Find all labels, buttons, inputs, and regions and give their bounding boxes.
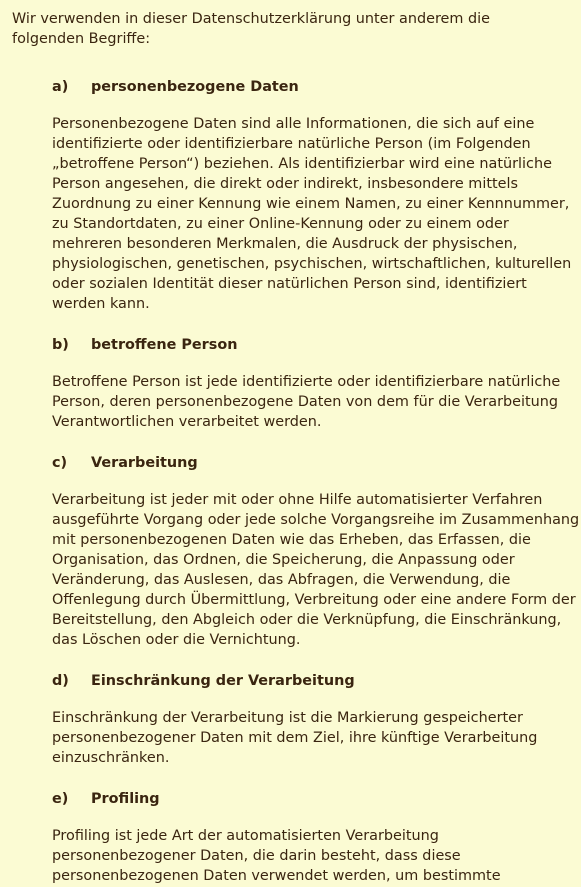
definition-heading bbox=[52, 335, 580, 355]
definition-heading bbox=[52, 789, 580, 809]
definition-letter: e) bbox=[52, 791, 69, 807]
definition-section-d bbox=[52, 671, 580, 768]
definition-section-a bbox=[52, 77, 580, 314]
definition-section-e bbox=[52, 789, 580, 886]
definition-text: Verarbeitung ist jeder mit oder ohne Hilfe automatisierter Verfahren ausgeführte Vorgang oder jede solche Vorgangsreihe im Zusammenhang mit personenbezogenen Daten wie das Erheben, das Erfassen, die Organisation, das Ordnen, die Speicherung, die Anpassung oder Veränderung, das Auslesen, das Abfragen, die Verwendung, die Offenlegung durch Übermittlung, Verbreitung oder eine andere Form der Bereitstellung, den Abgleich oder die Verknüpfung, die Einschränkung, das Löschen oder die Vernichtung. bbox=[52, 492, 580, 648]
definition-section-b bbox=[52, 335, 580, 432]
definition-letter: c) bbox=[52, 455, 68, 471]
definition-text: Betroffene Person ist jede identifizierte oder identifizierbare natürliche Person, deren personenbezogene Daten von dem für die Verarbeitung Verantwortlichen verarbeitet werden. bbox=[52, 374, 561, 430]
definition-heading bbox=[52, 671, 580, 691]
definition-heading bbox=[52, 77, 580, 97]
definition-text: Personenbezogene Daten sind alle Informationen, die sich auf eine identifizierte oder identifizierbare natürliche Person (im Folgenden „betroffene Person“) beziehen. Als identifizierbar wird eine natürliche Person angesehen, die direkt oder indirekt, insbesondere mittels Zuordnung zu einer Kennung wie einem Namen, zu einer Kennnummer, zu Standortdaten, zu einer Online-Kennung oder zu einem oder mehreren besonderen Merkmalen, die Ausdruck der physischen, physiologischen, genetischen, psychischen, wirtschaftlichen, kulturellen oder sozialen Identität dieser natürlichen Person sind, identifiziert werden kann. bbox=[52, 116, 572, 312]
definition-title: betroffene Person bbox=[91, 337, 238, 353]
definition-title: personenbezogene Daten bbox=[91, 79, 299, 95]
definition-text: Profiling ist jede Art der automatisierten Verarbeitung personenbezogener Daten, die darin besteht, dass diese personenbezogenen Daten verwendet werden, um bestimmte bbox=[52, 828, 501, 884]
definition-title: Einschränkung der Verarbeitung bbox=[91, 673, 355, 689]
definition-text: Einschränkung der Verarbeitung ist die Markierung gespeicherter personenbezogener Daten mit dem Ziel, ihre künftige Verarbeitung einzuschränken. bbox=[52, 710, 538, 766]
intro-paragraph: Wir verwenden in dieser Datenschutzerklärung unter anderem die folgenden Begriffe: bbox=[12, 11, 490, 47]
definition-title: Verarbeitung bbox=[91, 455, 198, 471]
definition-heading bbox=[52, 453, 580, 473]
definition-section-c bbox=[52, 453, 580, 650]
definition-letter: d) bbox=[52, 673, 69, 689]
definition-letter: b) bbox=[52, 337, 69, 353]
definition-title: Profiling bbox=[91, 791, 160, 807]
definition-letter: a) bbox=[52, 79, 69, 95]
